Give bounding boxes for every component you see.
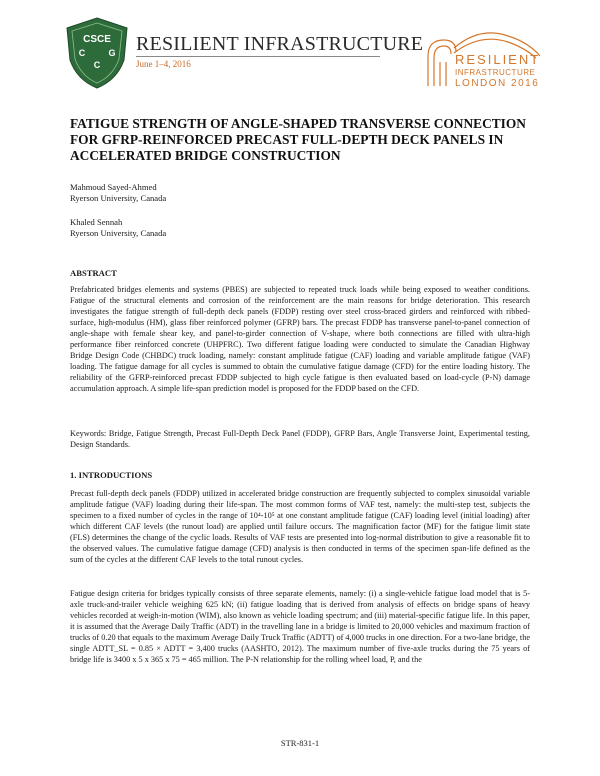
- csce-logo: [62, 16, 132, 90]
- ri-logo-name: RESILIENT: [455, 52, 541, 67]
- abstract-heading: ABSTRACT: [70, 268, 117, 278]
- ri-logo-city: LONDON 2016: [455, 78, 540, 89]
- author-2-affiliation: Ryerson University, Canada: [70, 228, 167, 238]
- svg-text:C: C: [78, 48, 86, 58]
- csce-shield-icon: [62, 16, 132, 90]
- paper-title: FATIGUE STRENGTH OF ANGLE-SHAPED TRANSVERSE CONNECTION FOR GFRP-REINFORCED PRECAST FULL-DEPTH DECK PANELS IN ACCELERATED BRIDGE CONSTRUCTION: [70, 116, 526, 163]
- author-1-name: Mahmoud Sayed-Ahmed: [70, 182, 157, 192]
- svg-text:C: C: [93, 60, 101, 70]
- author-1-affiliation: Ryerson University, Canada: [70, 193, 167, 203]
- header-rule: [136, 56, 380, 57]
- conference-title: RESILIENT INFRASTRUCTURE: [136, 33, 424, 55]
- abstract-text: Prefabricated bridges elements and systems (PBES) are subjected to repeated truck loads while being exposed to weather conditions. Fatigue of the structural elements and corrosion of the reinforcement are the main reasons for bridge deterioration. This research investigates the fatigue strength of full-depth deck panels (FDDP) resting over steel cross-braced girders and reinforced with ribbed-surface, high-modulus (HM), glass fiber reinforced polymer (GFRP) bars. The precast FDDP has transverse panel-to-panel connection of angle-shape with female shear key, and panel-to-girder connection of V-shape, where both connections are filled with ultra-high performance fiber reinforced concrete (UHPFRC). Two different fatigue loading were conducted to simulate the Canadian Highway Bridge Design Code (CHBDC) truck loading, namely: constant amplitude fatigue (CAF) loading and variable amplitude fatigue (VAF) loading. The fatigue damage for all cycles is summed to obtain the cumulative fatigue damage (CFD) for the entire loading history. The reliability of the GFRP-reinforced precast FDDP subjected to high cycle fatigue is then evaluated based on load-cycle (P-N) damage accumulation approach. A simple life-span prediction model is proposed for the FDDP based on the CFD.: [70, 285, 530, 393]
- ri-logo-subtitle: INFRASTRUCTURE: [455, 68, 536, 77]
- svg-text:CSCE: CSCE: [83, 34, 111, 45]
- intro-paragraph-1: Precast full-depth deck panels (FDDP) utilized in accelerated bridge construction are frequently subjected to complex sinusoidal variable amplitude fatigue (VAF) loading during their life-span. The most common forms of VAF test, namely: the multi-step test, subjects the specimen to a fixed number of cycles in the range of 10⁴-10⁵ at one constant amplitude fatigue (CAF) loading level (initial loading) after which different CAF levels (the runout load) are applied until failure occurs. The magnification factor (MF) for the fatigue limit state (FLS) determines the change of the cyclic loads. Results of VAF tests are presented into log-normal distribution to give a reasonable fit to the observed values. The cumulative fatigue damage (CFD) analysis is then conducted in terms of the specimen span-life defined as the sum of the cycles at the different CAF levels to the total runout cycles.: [70, 489, 530, 564]
- author-2-name: Khaled Sennah: [70, 217, 123, 227]
- intro-heading: 1. INTRODUCTIONS: [70, 470, 153, 480]
- intro-paragraph-2: Fatigue design criteria for bridges typically consists of three separate elements, namely: (i) a single-vehicle fatigue load model that is 5-axle truck-and-trailer vehicle weighing 625 kN; (ii) fatigue loading that is derived from analysis of effects on bridge spans of heavy vehicles recorded at weigh-in-motion (WIM), also known as vehicle loading spectrum; and (iii) material-specific fatigue life. In this paper, it is assumed that the Average Daily Traffic (ADT) in the travelling lane in a bridge is limited to 20,000 vehicles and maximum fraction of trucks of 0.20 that equals to the maximum Average Daily Truck Traffic (ADTT) of 4,000 trucks in one direction. For a two-lane bridge, the single ADTT_SL = 0.85 × ADTT = 3,400 trucks (AASHTO, 2012). The maximum number of five-axle trucks during the 75 years of bridge life is 3400 x 5 x 365 x 75 = 465 million. The P-N relationship for the rolling wheel load, P, and the: [70, 589, 530, 664]
- page-number: STR-831-1: [280, 738, 320, 748]
- svg-text:G: G: [108, 48, 116, 58]
- conference-date: June 1–4, 2016: [136, 59, 191, 69]
- keywords: Keywords: Bridge, Fatigue Strength, Precast Full-Depth Deck Panel (FDDP), GFRP Bars, Angle Transverse Joint, Experimental testing, Design Standards.: [70, 429, 530, 449]
